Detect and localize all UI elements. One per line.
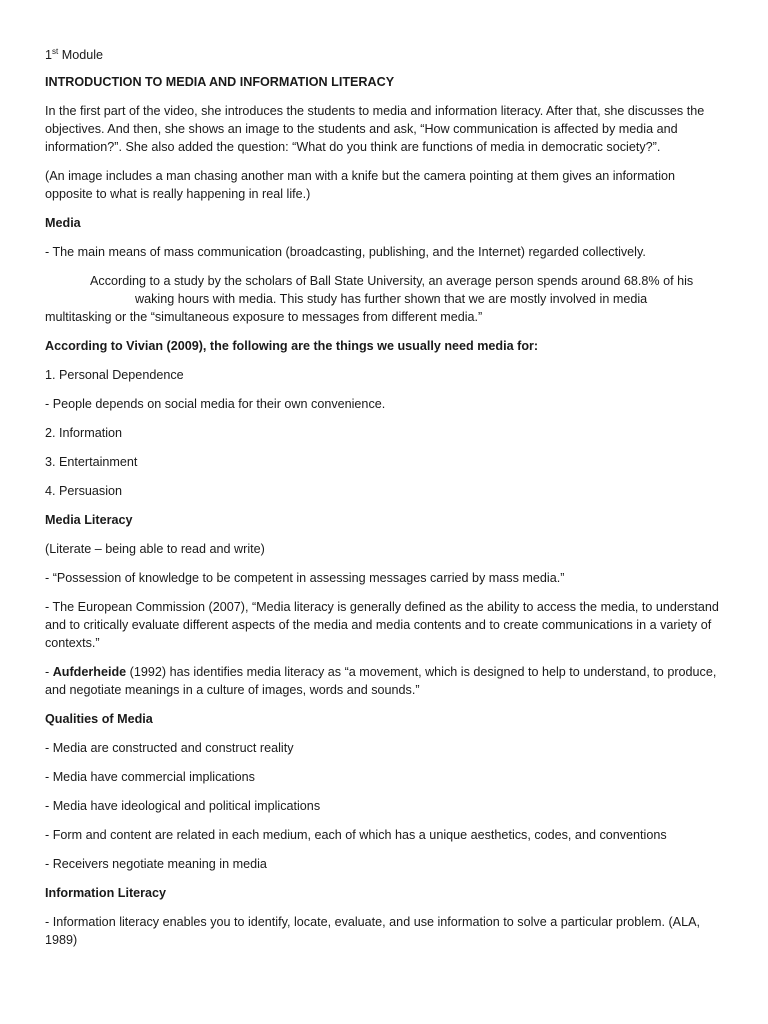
module-number: 1 bbox=[45, 48, 53, 62]
module-label bbox=[45, 46, 725, 64]
image-note: (An image includes a man chasing another man with a knife but the camera pointing at them gives an information opposite to what is really happening in real life.) bbox=[45, 169, 676, 201]
vivian-heading: According to Vivian (2009), the following are the things we usually need media for: bbox=[45, 339, 539, 353]
vivian-item-personal-dependence-note: - People depends on social media for their own convenience. bbox=[45, 397, 386, 411]
media-heading: Media bbox=[45, 216, 81, 230]
aufderheide-prefix: - bbox=[45, 665, 53, 679]
study-paragraph bbox=[45, 272, 725, 326]
media-definition: - The main means of mass communication (broadcasting, publishing, and the Internet) regarded collectively. bbox=[45, 245, 646, 259]
quality-item-constructed: - Media are constructed and construct reality bbox=[45, 741, 294, 755]
media-literacy-definition-2: - The European Commission (2007), “Media literacy is generally defined as the ability to access the media, to understand and to critically evaluate different aspects of the media and media contents and to create communications in a variety of contexts.” bbox=[45, 600, 719, 650]
vivian-item-personal-dependence: 1. Personal Dependence bbox=[45, 368, 184, 382]
module-text: Module bbox=[58, 48, 104, 62]
aufderheide-rest: (1992) has identifies media literacy as “a movement, which is designed to help to understand, to produce, and negotiate meanings in a culture of images, words and sounds.” bbox=[45, 665, 717, 697]
quality-item-commercial: - Media have commercial implications bbox=[45, 770, 255, 784]
study-line-1: According to a study by the scholars of Ball State University, an average person spends around 68.8% of his bbox=[90, 274, 694, 288]
quality-item-ideological: - Media have ideological and political implications bbox=[45, 799, 321, 813]
quality-item-form-content: - Form and content are related in each medium, each of which has a unique aesthetics, codes, and conventions bbox=[45, 828, 667, 842]
literate-note: (Literate – being able to read and write) bbox=[45, 542, 265, 556]
media-literacy-definition-1: - “Possession of knowledge to be competent in assessing messages carried by mass media.” bbox=[45, 571, 565, 585]
quality-item-receivers: - Receivers negotiate meaning in media bbox=[45, 857, 267, 871]
qualities-heading: Qualities of Media bbox=[45, 712, 153, 726]
vivian-item-information: 2. Information bbox=[45, 426, 123, 440]
aufderheide-name: Aufderheide bbox=[52, 665, 127, 679]
aufderheide-paragraph bbox=[45, 663, 725, 699]
study-line-2: waking hours with media. This study has further shown that we are mostly involved in media bbox=[135, 292, 648, 306]
study-line-3: multitasking or the “simultaneous exposure to messages from different media.” bbox=[45, 310, 483, 324]
vivian-item-entertainment: 3. Entertainment bbox=[45, 455, 138, 469]
information-literacy-definition: - Information literacy enables you to identify, locate, evaluate, and use information to solve a particular problem. (ALA, 1989) bbox=[45, 915, 700, 947]
document-title: INTRODUCTION TO MEDIA AND INFORMATION LITERACY bbox=[45, 75, 395, 89]
media-literacy-heading: Media Literacy bbox=[45, 513, 133, 527]
intro-paragraph: In the first part of the video, she introduces the students to media and information literacy. After that, she discusses the objectives. And then, she shows an image to the students and ask, “How communication is affected by media and information?”. She also added the question: “What do you think are functions of media in democratic society?”. bbox=[45, 104, 705, 154]
document-page bbox=[45, 46, 725, 960]
module-ordinal-suffix: st bbox=[52, 46, 59, 56]
information-literacy-heading: Information Literacy bbox=[45, 886, 167, 900]
vivian-item-persuasion: 4. Persuasion bbox=[45, 484, 123, 498]
